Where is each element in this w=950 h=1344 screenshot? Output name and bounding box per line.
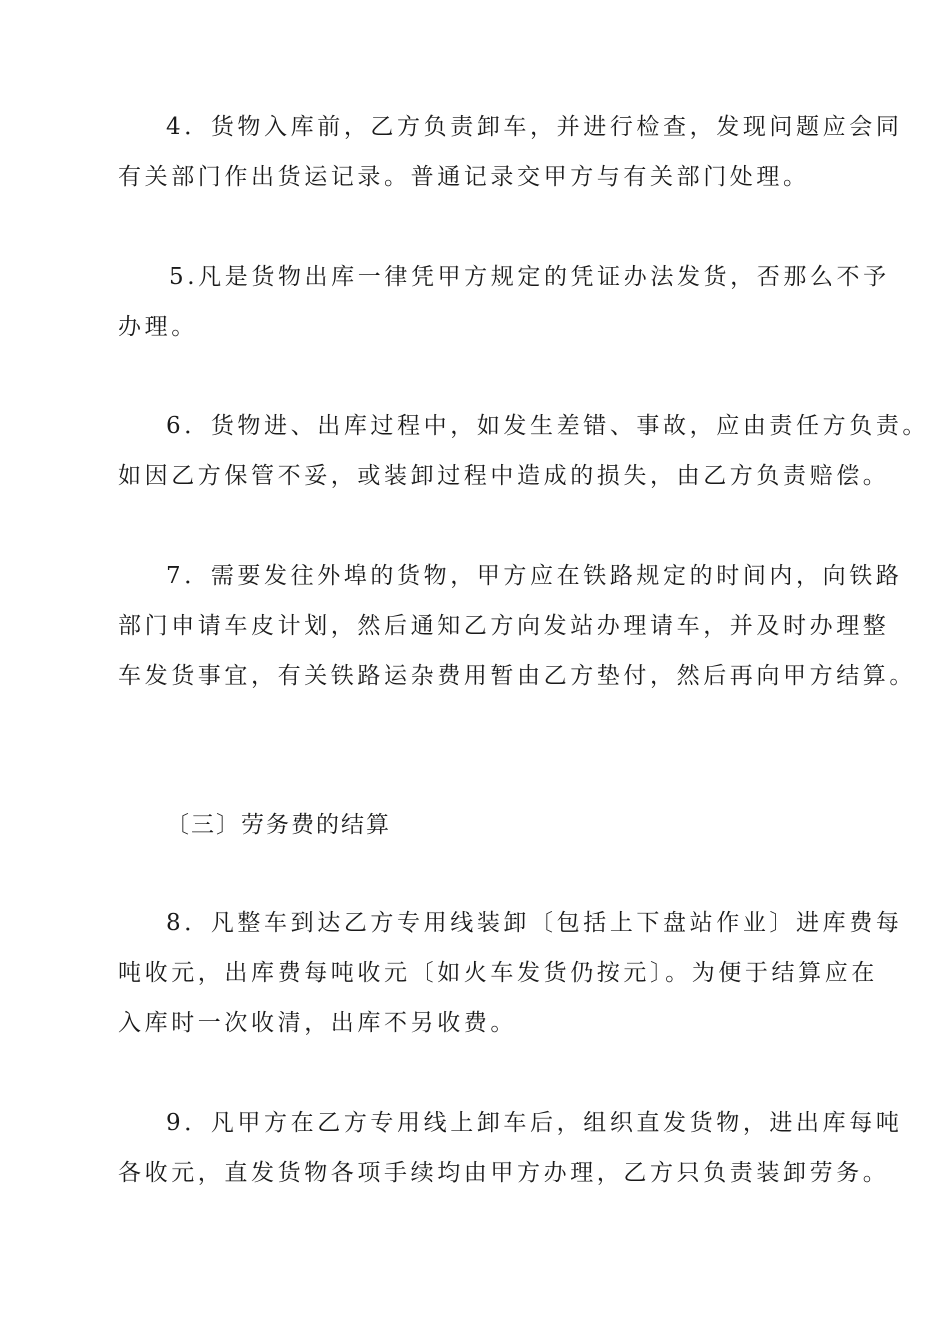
paragraph-7-line-3: 车发货事宜，有关铁路运杂费用暂由乙方垫付，然后再向甲方结算。 — [118, 663, 916, 689]
paragraph-7-line-1: 7．需要发往外埠的货物，甲方应在铁路规定的时间内，向铁路 — [166, 563, 903, 589]
paragraph-4-line-2: 有关部门作出货运记录。普通记录交甲方与有关部门处理。 — [118, 164, 810, 190]
paragraph-5-line-1: 5.凡是货物出库一律凭甲方规定的凭证办法发货，否那么不予 — [169, 264, 890, 290]
paragraph-4-line-1: 4．货物入库前，乙方负责卸车，并进行检查，发现问题应会同 — [166, 114, 903, 140]
paragraph-6-line-1: 6．货物进、出库过程中，如发生差错、事故，应由责任方负责。 — [166, 413, 930, 439]
paragraph-8-line-1: 8．凡整车到达乙方专用线装卸〔包括上下盘站作业〕进库费每 — [166, 910, 903, 936]
section-heading: 〔三〕劳务费的结算 — [166, 812, 391, 838]
paragraph-5-line-2: 办理。 — [118, 314, 198, 340]
paragraph-7-line-2: 部门申请车皮计划，然后通知乙方向发站办理请车，并及时办理整 — [118, 613, 890, 639]
paragraph-8-line-2: 吨收元，出库费每吨收元〔如火车发货仍按元〕。为便于结算应在 — [118, 960, 878, 986]
paragraph-9-line-2: 各收元，直发货物各项手续均由甲方办理，乙方只负责装卸劳务。 — [118, 1160, 890, 1186]
paragraph-8-line-3: 入库时一次收清，出库不另收费。 — [118, 1010, 517, 1036]
paragraph-6-line-2: 如因乙方保管不妥，或装卸过程中造成的损失，由乙方负责赔偿。 — [118, 463, 890, 489]
paragraph-9-line-1: 9．凡甲方在乙方专用线上卸车后，组织直发货物，进出库每吨 — [166, 1110, 903, 1136]
